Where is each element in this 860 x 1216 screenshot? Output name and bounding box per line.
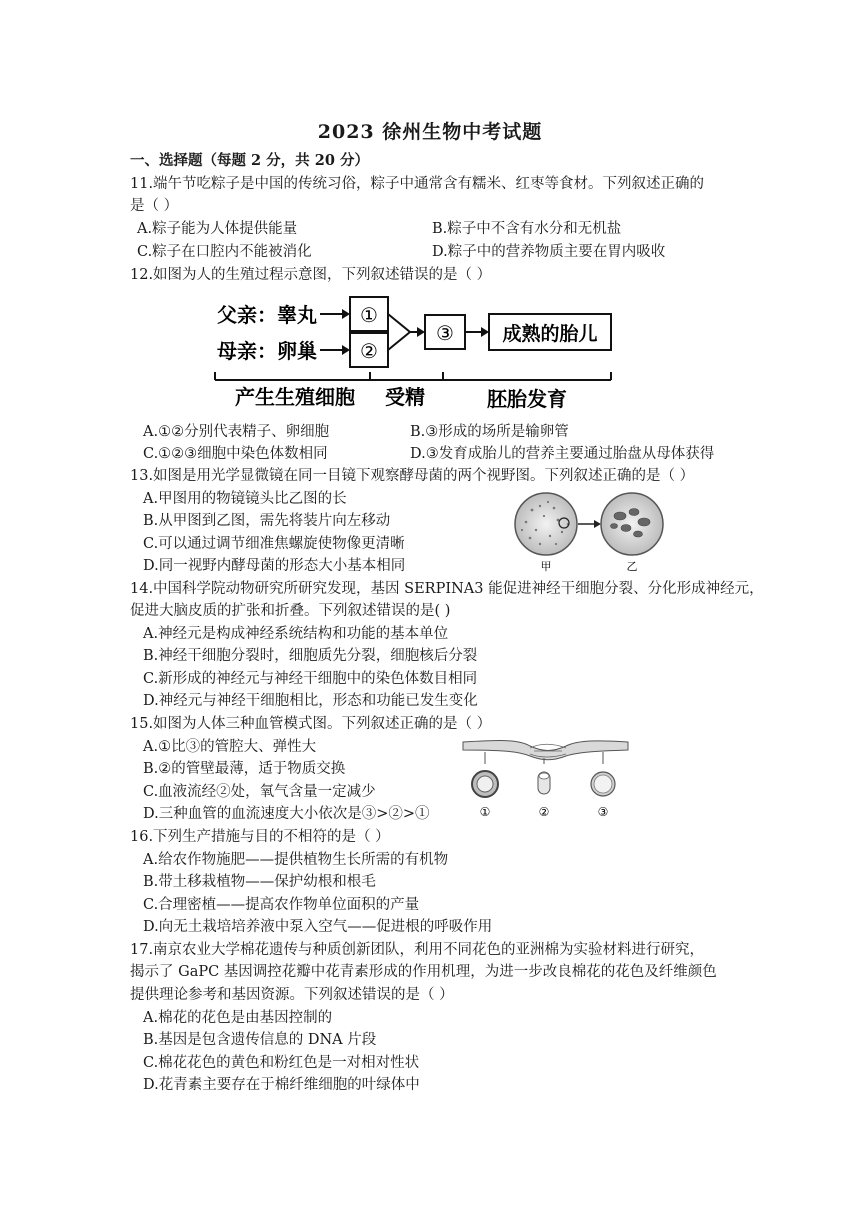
q17-option-b: B.基因是包含遗传信息的 DNA 片段 — [143, 1032, 377, 1048]
q14-stem-line2: 促进大脑皮质的扩张和折叠。下列叙述错误的是( ) — [130, 603, 451, 619]
section-heading: 一、选择题（每题 2 分，共 20 分） — [130, 152, 369, 169]
q11-option-c: C.粽子在口腔内不能被消化 — [137, 244, 312, 260]
q11-option-d: D.粽子中的营养物质主要在胃内吸收 — [432, 244, 666, 260]
q15-option-a: A.①比③的管腔大、弹性大 — [143, 739, 317, 755]
q13-option-c: C.可以通过调节细准焦螺旋使物像更清晰 — [143, 536, 405, 552]
q12-option-a: A.①②分别代表精子、卵细胞 — [143, 424, 330, 440]
q16-stem: 16.下列生产措施与目的不相符的是（ ） — [130, 829, 390, 845]
box-1-label: ① — [360, 303, 378, 327]
q14-option-d: D.神经元与神经干细胞相比，形态和功能已发生变化 — [143, 693, 478, 709]
label-yi: 乙 — [626, 560, 638, 573]
q13-option-a: A.甲图用的物镜镜头比乙图的长 — [143, 491, 347, 507]
stage-label-1: 产生生殖细胞 — [235, 385, 355, 409]
reproduction-diagram — [205, 288, 625, 413]
vessel-label-1: ① — [479, 805, 491, 819]
vessel-label-3: ③ — [597, 805, 609, 819]
q13-option-b: B.从甲图到乙图，需先将装片向左移动 — [143, 513, 391, 529]
q16-option-a: A.给农作物施肥——提供植物生长所需的有机物 — [143, 852, 449, 868]
q15-option-b: B.②的管壁最薄，适于物质交换 — [143, 761, 346, 777]
q16-option-c: C.合理密植——提高农作物单位面积的产量 — [143, 897, 420, 913]
q14-option-c: C.新形成的神经元与神经干细胞中的染色体数目相同 — [143, 671, 478, 687]
q16-option-d: D.向无土栽培培养液中泵入空气——促进根的呼吸作用 — [143, 919, 493, 935]
box-3-label: ③ — [436, 321, 454, 345]
q17-stem-line2: 揭示了 GaPC 基因调控花瓣中花青素形成的作用机理，为进一步改良棉花的花色及纤维颜色 — [130, 964, 717, 980]
q13-stem: 13.如图是用光学显微镜在同一目镜下观察酵母菌的两个视野图。下列叙述正确的是（ ） — [130, 468, 695, 484]
label-jia: 甲 — [540, 560, 552, 573]
q13-option-d: D.同一视野内酵母菌的形态大小基本相同 — [143, 558, 406, 574]
q12-option-d: D.③发育成胎儿的营养主要通过胎盘从母体获得 — [410, 446, 715, 462]
q15-option-d: D.三种血管的血流速度大小依次是③>②>① — [143, 806, 430, 822]
q12-option-b: B.③形成的场所是输卵管 — [410, 424, 569, 440]
diagram-father-label: 父亲：睾丸 — [217, 303, 317, 327]
q17-option-c: C.棉花花色的黄色和粉红色是一对相对性状 — [143, 1055, 420, 1071]
q17-stem-line3: 提供理论参考和基因资源。下列叙述错误的是（ ） — [130, 987, 454, 1003]
q14-option-b: B.神经干细胞分裂时，细胞质先分裂，细胞核后分裂 — [143, 648, 478, 664]
stage-label-2: 受精 — [385, 385, 425, 409]
diagram-mother-label: 母亲：卵巢 — [217, 339, 317, 363]
q12-stem: 12.如图为人的生殖过程示意图，下列叙述错误的是（ ） — [130, 267, 492, 283]
field-yi — [601, 493, 663, 555]
q14-stem-line1: 14.中国科学院动物研究所研究发现，基因 SERPINA3 能促进神经干细胞分裂、分化形成神经元， — [130, 581, 764, 597]
blood-vessels-figure — [458, 736, 633, 821]
q17-stem-line1: 17.南京农业大学棉花遗传与种质创新团队，利用不同花色的亚洲棉为实验材料进行研究， — [130, 942, 705, 958]
vessel-label-2: ② — [538, 805, 550, 819]
q11-option-a: A.粽子能为人体提供能量 — [137, 221, 298, 237]
q12-option-c: C.①②③细胞中染色体数相同 — [143, 446, 328, 462]
box-2-label: ② — [360, 339, 378, 363]
q11-stem-line1: 11.端午节吃粽子是中国的传统习俗，粽子中通常含有糯米、红枣等食材。下列叙述正确的 — [130, 176, 705, 192]
q17-option-a: A.棉花的花色是由基因控制的 — [143, 1010, 333, 1026]
q15-stem: 15.如图为人体三种血管模式图。下列叙述正确的是（ ） — [130, 716, 492, 732]
q17-option-d: D.花青素主要存在于棉纤维细胞的叶绿体中 — [143, 1077, 420, 1093]
q11-option-b: B.粽子中不含有水分和无机盐 — [432, 221, 622, 237]
q11-stem-line2: 是（ ） — [130, 198, 179, 214]
q14-option-a: A.神经元是构成神经系统结构和功能的基本单位 — [143, 626, 449, 642]
q16-option-b: B.带土移栽植物——保护幼根和根毛 — [143, 874, 376, 890]
microscope-fields-figure — [510, 490, 670, 575]
stage-label-3: 胚胎发育 — [487, 387, 567, 411]
page-title: 2023 徐州生物中考试题 — [317, 121, 543, 143]
fetus-label: 成熟的胎儿 — [502, 323, 598, 345]
q15-option-c: C.血液流经②处，氧气含量一定减少 — [143, 784, 376, 800]
